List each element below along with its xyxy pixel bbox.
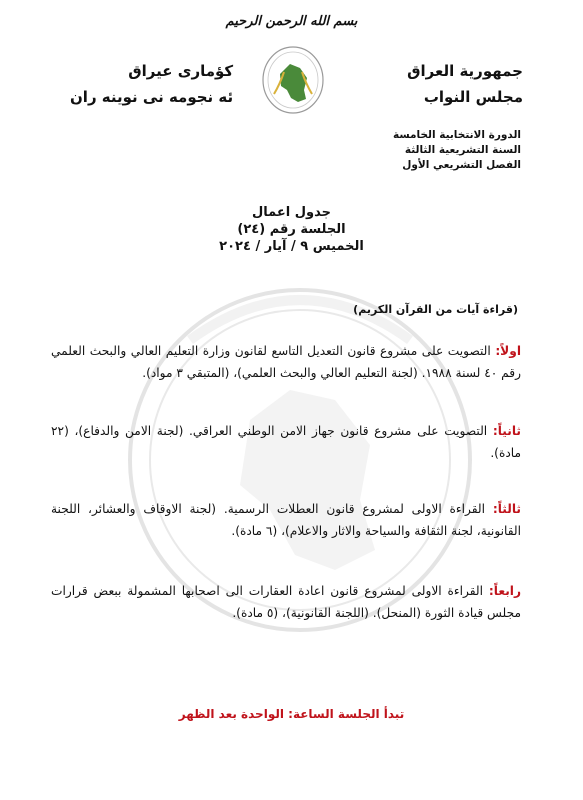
legislative-year: السنة التشريعية الثالثة [404, 144, 521, 156]
legislative-term: الفصل التشريعي الأول [402, 159, 521, 171]
item-text: القراءة الاولى لمشروع قانون العطلات الرسمية. (لجنة الاوقاف والعشائر، اللجنة القانونية، لجنة الثقافة والسياحة والاثار والاعلام)، (٦ مادة). [51, 502, 521, 538]
parliament-logo [260, 44, 326, 116]
session-date: الخميس ٩ / آيار / ٢٠٢٤ [219, 239, 364, 254]
electoral-cycle: الدورة الانتخابية الخامسة [392, 129, 521, 141]
item-number: ثانياً: [492, 424, 522, 438]
agenda-item-4 [51, 580, 521, 624]
agenda-item-1 [51, 340, 521, 384]
item-text: التصويت على مشروع قانون التعديل التاسع لقانون وزارة التعليم العالي والبحث العلمي رقم ٤٠ لسنة ١٩٨٨. (لجنة التعليم العالي والبحث العلمي)، (المتبقي ٣ مواد). [51, 344, 521, 380]
council-name-kurdish: ئه نجومه نى نوينه ران [70, 88, 234, 106]
country-name-kurdish: كؤمارى عيراق [128, 62, 234, 80]
session-number: الجلسة رقم (٢٤) [237, 222, 346, 237]
header-right [407, 58, 523, 110]
agenda-item-3 [51, 498, 521, 542]
council-name: مجلس النواب [423, 88, 523, 106]
session-info [393, 128, 521, 173]
item-number: رابعاً: [488, 584, 521, 598]
session-start-time: تبدأ الجلسة الساعة: الواحدة بعد الظهر [178, 707, 405, 721]
quran-reading: (قراءة آيات من القرآن الكريم) [353, 303, 518, 316]
agenda-title: جدول اعمال [252, 205, 331, 220]
item-text: التصويت على مشروع قانون جهاز الامن الوطني العراقي. (لجنة الامن والدفاع)، (٢٢ مادة). [51, 424, 521, 460]
item-text: القراءة الاولى لمشروع قانون اعادة العقارات الى اصحابها المشمولة ببعض قرارات مجلس قيادة الثورة (المنحل). (اللجنة القانونية)، (٥ مادة). [51, 584, 521, 620]
item-number: اولاً: [495, 344, 522, 358]
header-left [70, 58, 233, 110]
item-number: ثالثاً: [492, 502, 521, 516]
country-name: جمهورية العراق [407, 62, 523, 80]
agenda-title-block [0, 204, 583, 255]
agenda-item-2 [51, 420, 521, 464]
basmala: بسم الله الرحمن الرحيم [225, 14, 358, 29]
